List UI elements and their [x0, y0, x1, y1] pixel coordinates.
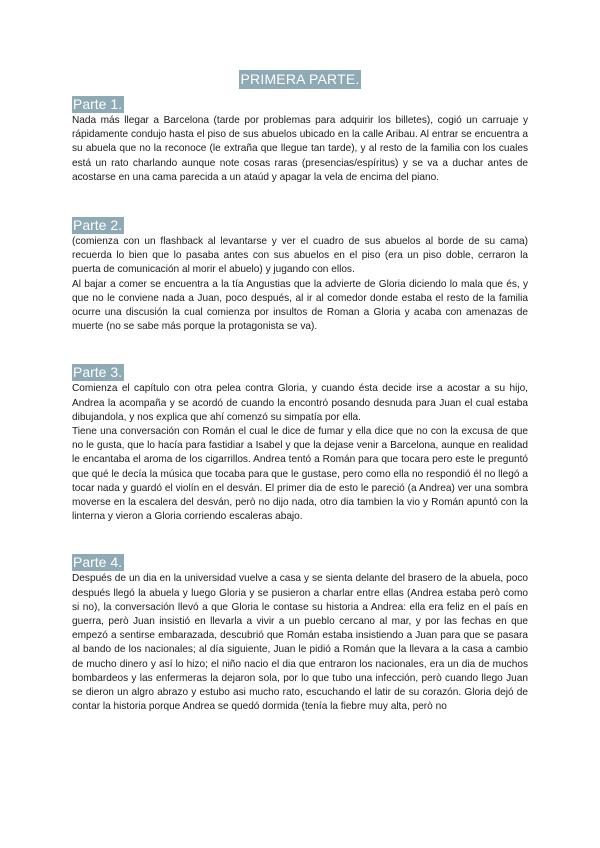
paragraph: (comienza con un flashback al levantarse y ver el cuadro de sus abuelos al borde de su cama) recuerda lo bien que lo pasaba antes con sus abuelos en el piso (era un piso doble, cerraron la puerta de comunicación al morir el abuelo) y jugando con ellos. — [72, 236, 528, 276]
section-parte-1 — [72, 96, 528, 185]
section-parte-4 — [72, 554, 528, 714]
paragraph: Comienza el capítulo con otra pelea contra Gloria, y cuando ésta decide irse a acostar a su hijo, Andrea la acompaña y se acordó de cuando la encontró posando desnuda para Juan el cual estaba dibujandola, y nos explica que ahí comenzó su simpatía por ella. — [72, 383, 528, 423]
section-heading: Parte 1. — [73, 96, 123, 112]
document-title: PRIMERA PARTE. — [240, 71, 360, 87]
section-parte-2 — [72, 217, 528, 334]
paragraph: Nada más llegar a Barcelona (tarde por problemas para adquirir los billetes), cogió un carruaje y rápidamente condujo hasta el piso de sus abuelos ubicado en la calle Aribau. Al entrar se encuentra a su abuela que no la reconoce (le extraña que llegue tan tarde), y al resto de la familia con los cuales está un rato charlando aunque note cosas raras (presencias/espíritus) y se va a duchar antes de acostarse en una cama parecida a un ataúd y apagar la vela de encima del piano. — [72, 115, 528, 183]
paragraph: Después de un dia en la universidad vuelve a casa y se sienta delante del brasero de la abuela, poco después llegó la abuela y luego Gloria y se pusieron a charlar entre ellas (Andrea estaba però como si no), la conversación llevó a que Gloria le contase su historia a Andrea: ella era feliz en el país en guerra, però Juan insistió en llevarla a vivir a un pueblo cercano al mar, y por las fechas en que empezó a sentirse embarazada, descubrió que Román estaba insistiendo a Juan para que se pasara al bando de los nacionales; al día siguiente, Juan le pidió a Román que la llevara a la casa a cambio de mucho dinero y así lo hizo; el niño nacio el dia que entraron los nacionales, era un dia de muchos bombardeos y las enfermeras la dejaron sola, por lo que tubo una infección, però cuando llego Juan se dieron un algro abrazo y estubo asi mucho rato, escuchando el latir de su corazón. Gloria dejó de contar la historia porque Andrea se quedó dormida (tenía la fiebre muy alta, però no — [72, 573, 528, 713]
paragraph: Al bajar a comer se encuentra a la tía Angustias que la advierte de Gloria diciendo lo mala que és, y que no le conviene nada a Juan, poco después, al ir al comedor donde estaba el resto de la familia ocurre una discusión la cual comienza por insultos de Roman a Gloria y acaba con amenazas de muerte (no se sabe más porque la protagonista se va). — [72, 278, 528, 333]
section-heading: Parte 3. — [73, 364, 123, 381]
section-heading: Parte 4. — [73, 554, 123, 571]
section-parte-3 — [72, 364, 528, 524]
section-heading: Parte 2. — [73, 217, 123, 234]
paragraph: Tiene una conversación con Román el cual le dice de fumar y ella dice que no con la excusa de que no le gusta, que lo hacía para fastidiar a Isabel y que la dejase venir a Barcelona, aunque en realidad le encantaba el aroma de los cigarrillos. Andrea tentó a Román para que tocara pero este le preguntó que qué le decía la música que tocaba para que le gustase, pero como ella no respondió él no llegó a tocar nada y guardó el violín en el desván. El primer dia de esto le pareció (a Andrea) ver una sombra moverse en la escalera del desván, però no dijo nada, otro dia tambien la vio y Román apuntó con la linterna y vieron a Gloria corriendo escaleras abajo. — [72, 426, 528, 523]
title-wrap — [72, 70, 528, 89]
